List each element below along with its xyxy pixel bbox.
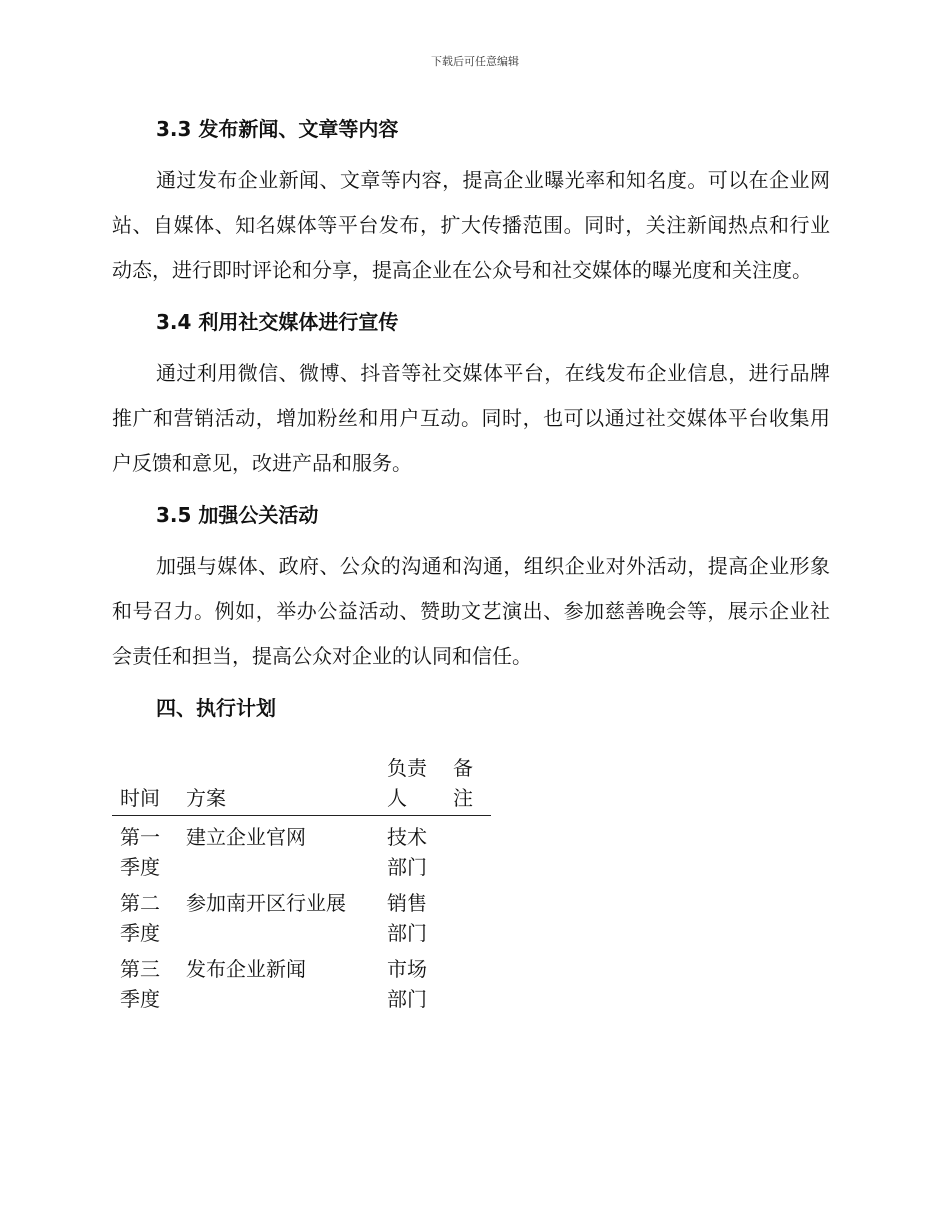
column-header-plan: 方案: [178, 753, 379, 816]
cell-time: 第三季度: [120, 957, 160, 1011]
section-paragraph-3-4: 通过利用微信、微博、抖音等社交媒体平台，在线发布企业信息，进行品牌推广和营销活动，增加粉丝和用户互动。同时，也可以通过社交媒体平台收集用户反馈和意见，改进产品和服务。: [112, 361, 830, 475]
document-body: [112, 112, 830, 1014]
table-row: [112, 816, 491, 883]
section-paragraph-3-5: 加强与媒体、政府、公众的沟通和沟通，组织企业对外活动，提高企业形象和号召力。例如，举办公益活动、赞助文艺演出、参加慈善晚会等，展示企业社会责任和担当，提高公众对企业的认同和信任。: [112, 554, 830, 668]
cell-plan: 参加南开区行业展: [186, 891, 346, 915]
cell-plan: 建立企业官网: [186, 825, 306, 849]
column-header-time: 时间: [112, 753, 178, 816]
column-header-owner: 负责人: [379, 753, 445, 816]
section-heading-3-5: 3.5 加强公关活动: [156, 503, 319, 527]
section-heading-3-4: 3.4 利用社交媒体进行宣传: [156, 310, 399, 334]
cell-owner: 销售部门: [387, 891, 427, 945]
cell-note: [445, 948, 491, 1014]
section-heading-3-3: 3.3 发布新闻、文章等内容: [156, 117, 399, 141]
cell-note: [445, 882, 491, 948]
execution-plan-table: [112, 753, 491, 1014]
page-header-note: 下载后可任意编辑: [431, 55, 519, 68]
cell-owner: 技术部门: [387, 825, 427, 879]
table-row: [112, 882, 491, 948]
cell-plan: 发布企业新闻: [186, 957, 306, 981]
cell-time: 第一季度: [120, 825, 160, 879]
cell-owner: 市场部门: [387, 957, 427, 1011]
table-row: [112, 948, 491, 1014]
column-header-note: 备注: [445, 753, 491, 816]
cell-note: [445, 816, 491, 883]
table-header-row: [112, 753, 491, 816]
section-heading-4: 四、执行计划: [156, 696, 276, 720]
cell-time: 第二季度: [120, 891, 160, 945]
section-paragraph-3-3: 通过发布企业新闻、文章等内容，提高企业曝光率和知名度。可以在企业网站、自媒体、知名媒体等平台发布，扩大传播范围。同时，关注新闻热点和行业动态，进行即时评论和分享，提高企业在公众号和社交媒体的曝光度和关注度。: [112, 168, 830, 282]
